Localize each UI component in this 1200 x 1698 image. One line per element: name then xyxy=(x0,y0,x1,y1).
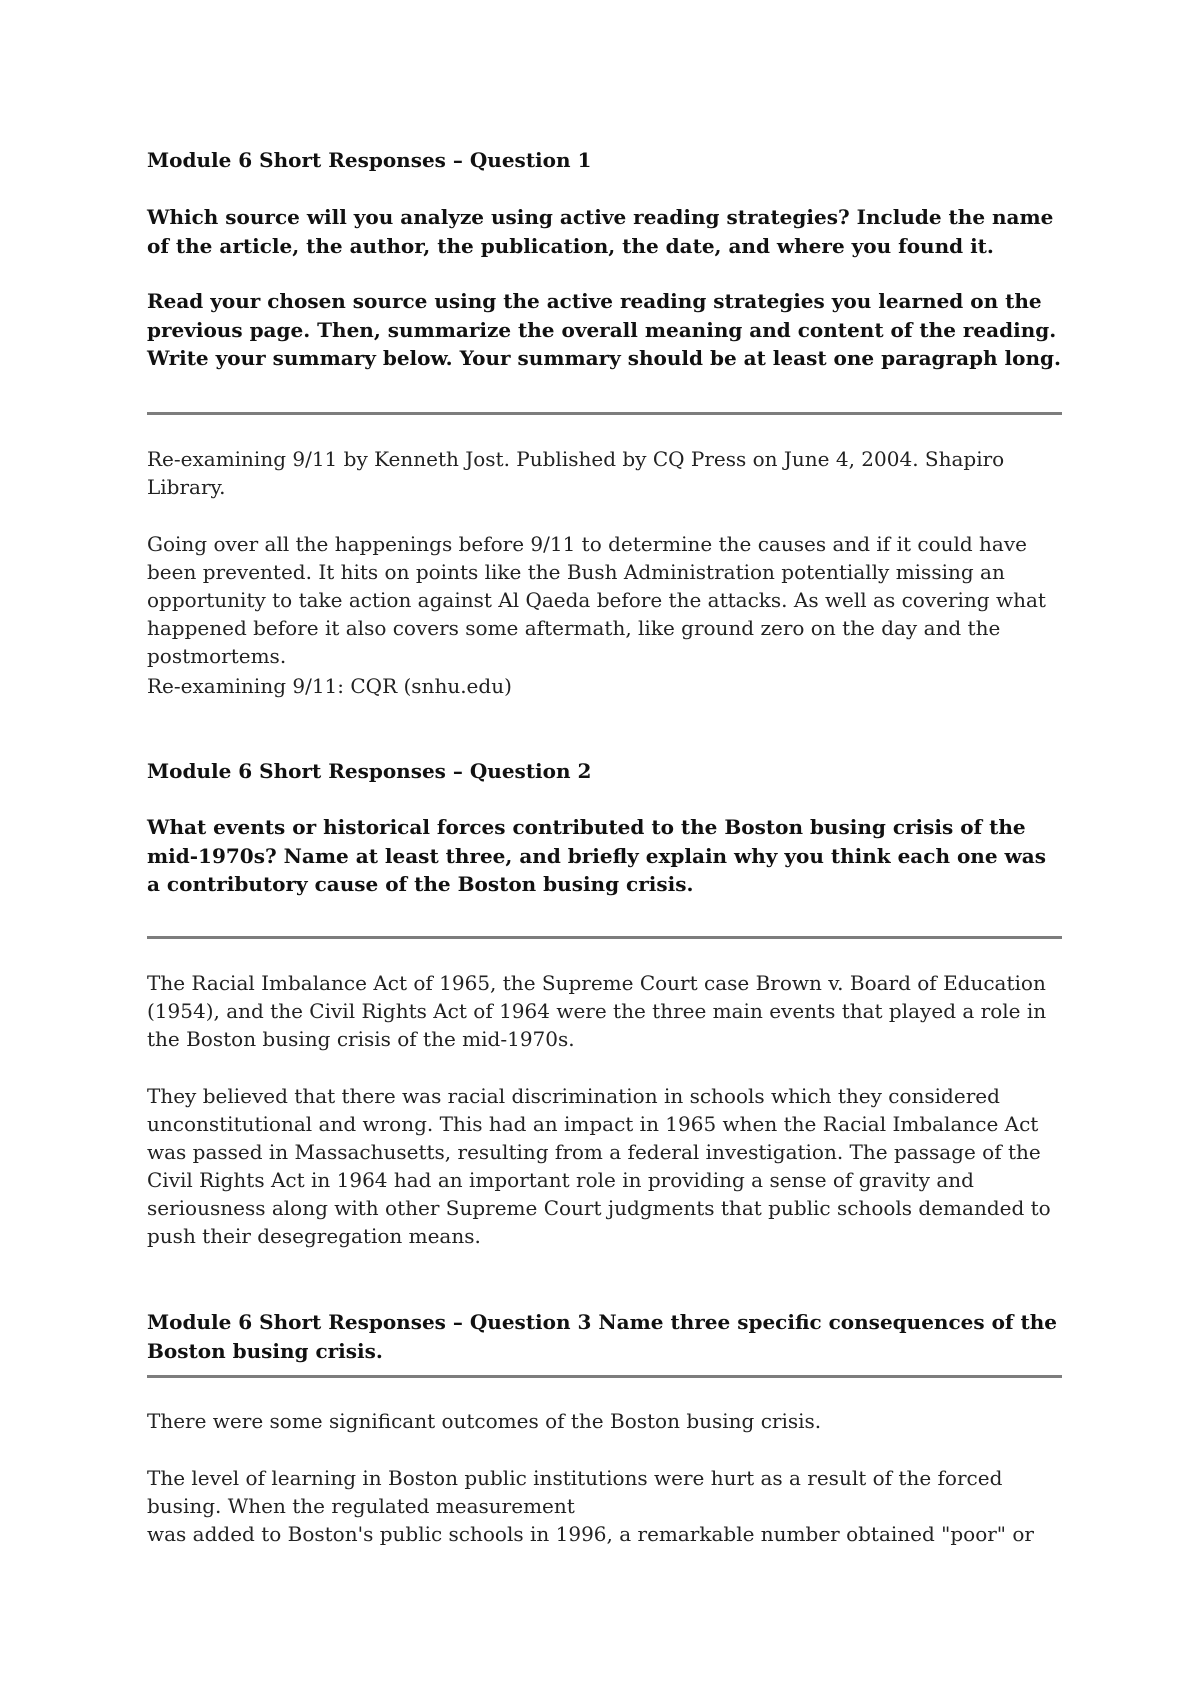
question-3-answer-part-2: was added to Boston's public schools in 1996, a remarkable number obtained "poor" or xyxy=(147,1522,1034,1546)
question-1-title: Module 6 Short Responses – Question 1 xyxy=(147,148,592,172)
question-1-answer-citation: Re-examining 9/11 by Kenneth Jost. Published by CQ Press on June 4, 2004. Shapiro Library. xyxy=(147,447,1005,499)
question-1-answer-summary: Going over all the happenings before 9/11 to determine the causes and if it could have been prevented. It hits on points like the Bush Administration potentially missing an opportunity to take action against Al Qaeda before the attacks. As well as covering what happened before it also covers some aftermath, like ground zero on the day and the postmortems. xyxy=(147,532,1046,668)
question-1-answer-link: Re-examining 9/11: CQR (snhu.edu) xyxy=(147,674,512,698)
question-3-answer-part-1: The level of learning in Boston public institutions were hurt as a result of the forced busing. When the regulated measurement xyxy=(147,1466,1003,1518)
answer-divider xyxy=(147,936,1062,939)
question-1-prompt-summary: Read your chosen source using the active reading strategies you learned on the previous page. Then, summarize the overall meaning and content of the reading. Write your summary below. Your summary should be at least one paragraph long. xyxy=(147,289,1061,370)
question-2-prompt: What events or historical forces contributed to the Boston busing crisis of the mid-1970s? Name at least three, and briefly explain why you think each one was a contributory cause of the Boston busing crisis. xyxy=(147,815,1046,896)
question-1-prompt-source: Which source will you analyze using active reading strategies? Include the name of the article, the author, the publication, the date, and where you found it. xyxy=(147,205,1054,258)
question-3-title: Module 6 Short Responses – Question 3 Name three specific consequences of the Boston busing crisis. xyxy=(147,1310,1057,1363)
question-2-title: Module 6 Short Responses – Question 2 xyxy=(147,759,592,783)
question-3-answer-intro: There were some significant outcomes of the Boston busing crisis. xyxy=(147,1409,822,1433)
question-2-answer-events: The Racial Imbalance Act of 1965, the Supreme Court case Brown v. Board of Education (1954), and the Civil Rights Act of 1964 were the three main events that played a role in the Boston busing crisis of the mid-1970s. xyxy=(147,971,1047,1051)
answer-divider xyxy=(147,1375,1062,1378)
question-2-answer-explanation: They believed that there was racial discrimination in schools which they considered unconstitutional and wrong. This had an impact in 1965 when the Racial Imbalance Act was passed in Massachusetts, resulting from a federal investigation. The passage of the Civil Rights Act in 1964 had an important role in providing a sense of gravity and seriousness along with other Supreme Court judgments that public schools demanded to push their desegregation means. xyxy=(147,1084,1051,1248)
answer-divider xyxy=(147,412,1062,415)
